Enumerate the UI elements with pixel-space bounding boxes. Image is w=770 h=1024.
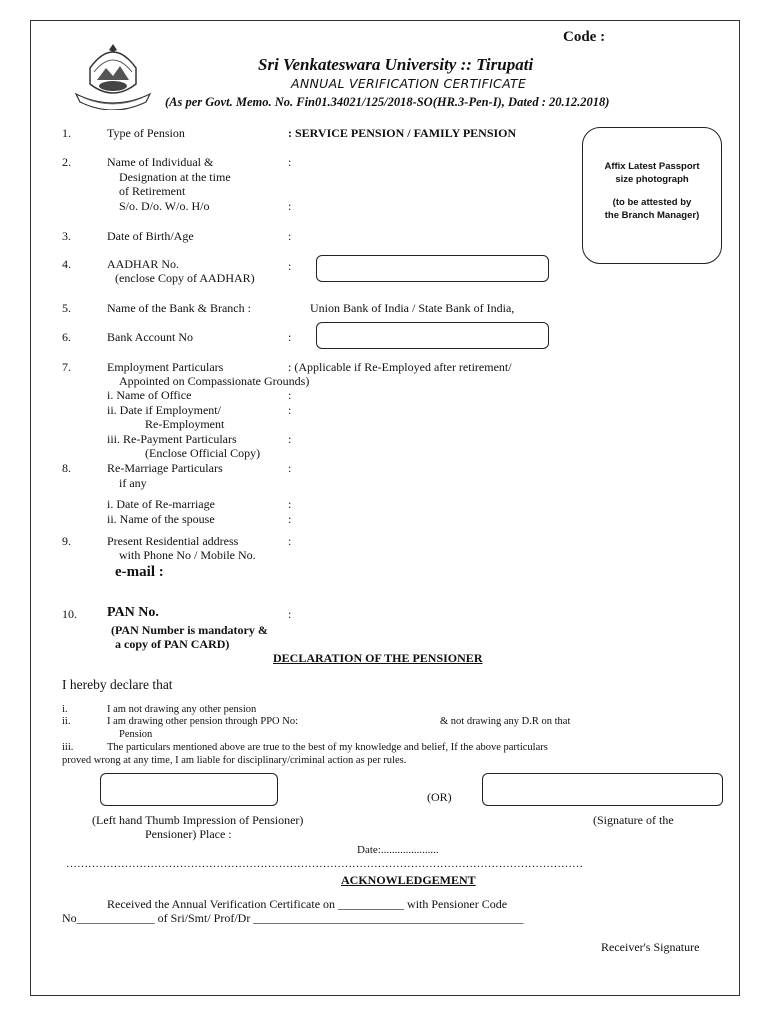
employment-note: Appointed on Compassionate Grounds) (119, 374, 310, 388)
spouse-label: ii. Name of the spouse (107, 512, 215, 526)
declaration-item-number: iii. (62, 742, 74, 753)
declaration-item-number: i. (62, 704, 68, 715)
receiver-signature-label: Receiver's Signature (601, 940, 700, 954)
repayment-label: iii. Re-Payment Particulars (107, 432, 237, 446)
or-label: (OR) (427, 790, 452, 804)
university-name: Sri Venkateswara University :: Tirupati (258, 55, 534, 74)
colon: : (288, 534, 292, 548)
name-label: Designation at the time (119, 170, 231, 184)
relation-label: S/o. D/o. W/o. H/o (119, 199, 210, 213)
photo-box (582, 127, 722, 264)
remarriage-date-label: i. Date of Re-marriage (107, 497, 215, 511)
colon: : (288, 388, 292, 402)
colon: : (288, 155, 292, 169)
field-number: 2. (62, 155, 71, 169)
aadhar-input[interactable] (316, 255, 549, 282)
date-label: Date:..................... (357, 844, 439, 856)
pan-note: (PAN Number is mandatory & (111, 623, 268, 637)
repayment-label: (Enclose Official Copy) (145, 446, 261, 460)
place-label: Pensioner) Place : (145, 827, 232, 841)
employment-label: Employment Particulars (107, 360, 224, 374)
declaration-item-3: The particulars mentioned above are true to the best of my knowledge and belief, If the above particulars (107, 742, 548, 753)
university-emblem-icon (70, 38, 156, 110)
thumb-impression-box[interactable] (100, 773, 278, 806)
bank-value: Union Bank of India / State Bank of India, (310, 301, 515, 315)
signature-label: (Signature of the (593, 813, 674, 827)
name-label: of Retirement (119, 184, 186, 198)
field-number: 1. (62, 126, 71, 140)
field-number: 6. (62, 330, 71, 344)
colon: : (288, 461, 292, 475)
employment-note: : (Applicable if Re-Employed after retirement/ (288, 360, 512, 374)
photo-text: size photograph (615, 174, 689, 185)
name-label: Name of Individual & (107, 155, 214, 169)
field-number: 8. (62, 461, 71, 475)
acknowledgement-line: No_____________ of Sri/Smt/ Prof/Dr _____________________________________________ (62, 911, 524, 925)
field-number: 3. (62, 229, 71, 243)
dob-label: Date of Birth/Age (107, 229, 194, 243)
field-number: 9. (62, 534, 71, 548)
pan-label: PAN No. (107, 605, 159, 620)
colon: : (288, 199, 292, 213)
thumb-label: (Left hand Thumb Impression of Pensioner) (92, 813, 304, 827)
photo-text: Affix Latest Passport (604, 161, 700, 172)
colon: : (288, 607, 292, 621)
pension-type-value: : SERVICE PENSION / FAMILY PENSION (288, 126, 517, 140)
colon: : (288, 229, 292, 243)
account-label: Bank Account No (107, 330, 193, 344)
colon: : (288, 330, 292, 344)
colon: : (288, 259, 292, 273)
office-label: i. Name of Office (107, 388, 192, 402)
employment-date-label: Re-Employment (145, 417, 225, 431)
bank-label: Name of the Bank & Branch : (107, 301, 251, 315)
remarriage-label: if any (119, 476, 147, 490)
declaration-item-2: I am drawing other pension through PPO No: (107, 716, 299, 727)
colon: : (288, 432, 292, 446)
dotted-divider: …………………………………………………………………………………………………………………………… (66, 858, 583, 870)
memo-reference: (As per Govt. Memo. No. Fin01.34021/125/2018-SO(HR.3-Pen-I), Dated : 20.12.2018) (165, 95, 610, 109)
declaration-item-3: proved wrong at any time, I am liable for disciplinary/criminal action as per rules. (62, 755, 407, 766)
photo-text: the Branch Manager) (604, 210, 700, 221)
pension-type-label: Type of Pension (107, 126, 185, 140)
address-label: Present Residential address (107, 534, 239, 548)
email-label: e-mail : (115, 564, 164, 580)
account-input[interactable] (316, 322, 549, 349)
declaration-item-2: & not drawing any D.R on that (440, 716, 571, 727)
declaration-item-number: ii. (62, 716, 71, 727)
declaration-intro: I hereby declare that (62, 677, 173, 692)
aadhar-label: AADHAR No. (107, 257, 179, 271)
declaration-item-2: Pension (119, 729, 153, 740)
employment-date-label: ii. Date if Employment/ (107, 403, 221, 417)
colon: : (288, 403, 292, 417)
aadhar-label: (enclose Copy of AADHAR) (115, 271, 255, 285)
acknowledgement-line: Received the Annual Verification Certificate on ___________ with Pensioner Code (107, 897, 508, 911)
field-number: 4. (62, 257, 71, 271)
declaration-item-1: I am not drawing any other pension (107, 704, 257, 715)
colon: : (288, 512, 292, 526)
field-number: 10. (62, 607, 77, 621)
photo-text: (to be attested by (612, 197, 692, 208)
pan-note: a copy of PAN CARD) (115, 637, 230, 651)
remarriage-label: Re-Marriage Particulars (107, 461, 223, 475)
certificate-title: ANNUAL VERIFICATION CERTIFICATE (291, 76, 527, 91)
code-label: Code : (563, 29, 606, 45)
address-label: with Phone No / Mobile No. (119, 548, 256, 562)
field-number: 7. (62, 360, 71, 374)
signature-box[interactable] (482, 773, 723, 806)
declaration-title: DECLARATION OF THE PENSIONER (273, 651, 483, 665)
colon: : (288, 497, 292, 511)
field-number: 5. (62, 301, 71, 315)
acknowledgement-title: ACKNOWLEDGEMENT (341, 873, 476, 887)
